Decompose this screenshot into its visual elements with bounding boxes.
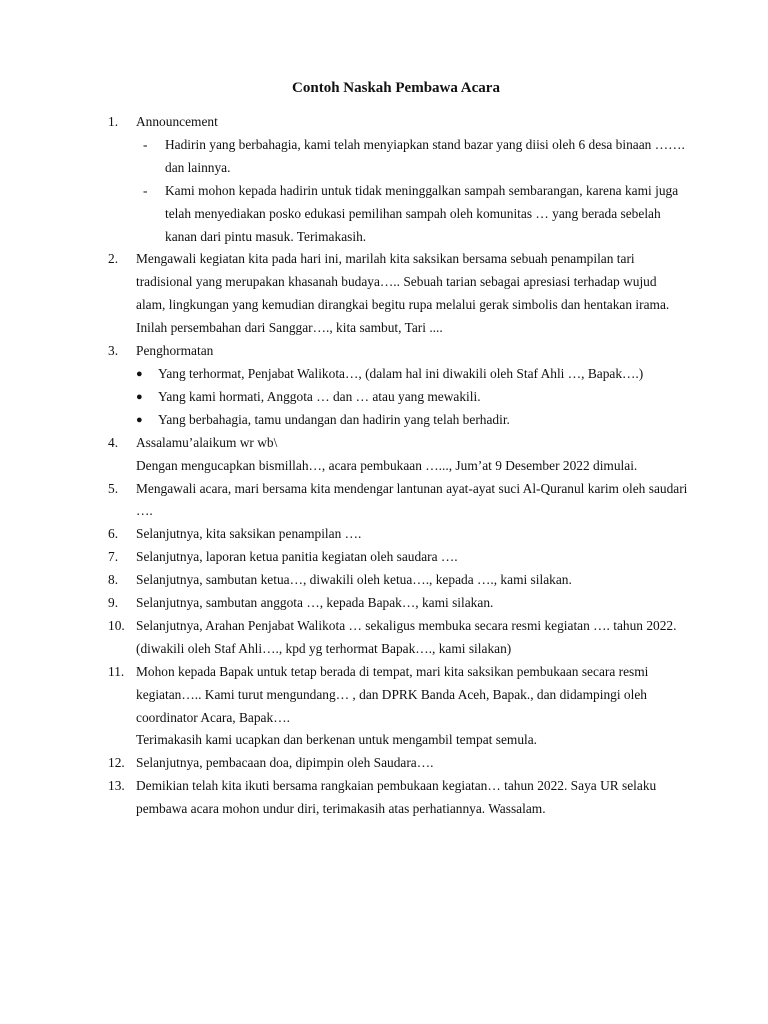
list-item-text: Selanjutnya, laporan ketua panitia kegiatan oleh saudara ….: [136, 549, 458, 565]
dash-marker: -: [143, 182, 148, 198]
bullet-sublist: [136, 363, 688, 432]
dash-subitem-text: Kami mohon kepada hadirin untuk tidak meninggalkan sampah sembarangan, karena kami juga telah menyediakan posko edukasi pemilihan sampah oleh komunitas … yang berada sebelah kanan dari pintu masuk. Terimakasih.: [165, 182, 679, 244]
bullet-subitem-text: Yang berbahagia, tamu undangan dan hadirin yang telah berhadir.: [158, 411, 510, 427]
bullet-subitem: [136, 386, 688, 409]
list-item-continuation: Dengan mengucapkan bismillah…, acara pembukaan …..., Jum’at 9 Desember 2022 dimulai.: [136, 457, 638, 473]
list-item-number: 6.: [108, 526, 119, 542]
bullet-icon: ●: [136, 390, 143, 403]
bullet-subitem: [136, 363, 688, 386]
list-item-text: Selanjutnya, pembacaan doa, dipimpin oleh Saudara….: [136, 755, 434, 771]
list-item: [108, 661, 688, 753]
list-item-number: 5.: [108, 480, 119, 496]
list-item-text: Assalamu’alaikum wr wb\: [136, 434, 278, 450]
list-item-number: 11.: [108, 663, 125, 679]
list-item-number: 3.: [108, 343, 119, 359]
list-item-number: 1.: [108, 114, 119, 129]
list-item-text: Mengawali kegiatan kita pada hari ini, marilah kita saksikan bersama sebuah penampilan tari tradisional yang merupakan khasanah budaya….. Sebuah tarian sebagai apresiasi terhadap wujud alam, lingkungan yang kemudian dirangkai begitu rupa melalui gerak simbolis dan hentakan irama. Inilah persembahan dari Sanggar…., kita sambut, Tari ....: [136, 251, 670, 336]
list-item-text: Selanjutnya, sambutan anggota …, kepada Bapak…, kami silakan.: [136, 595, 494, 611]
list-item-number: 7.: [108, 549, 119, 565]
list-item-text: Penghormatan: [136, 343, 214, 359]
list-item-text: Announcement: [136, 114, 218, 129]
list-item-number: 4.: [108, 434, 119, 450]
list-item: [108, 248, 688, 340]
list-item-number: 9.: [108, 595, 119, 611]
bullet-subitem-text: Yang kami hormati, Anggota … dan … atau yang mewakili.: [158, 388, 481, 404]
dash-marker: -: [143, 136, 148, 152]
list-item: [108, 111, 688, 248]
list-item: [108, 592, 688, 615]
list-item-continuation: Terimakasih kami ucapkan dan berkenan untuk mengambil tempat semula.: [136, 732, 538, 748]
list-item: [108, 340, 688, 432]
bullet-icon: ●: [136, 413, 143, 426]
numbered-list: [108, 111, 688, 821]
document-title: Contoh Naskah Pembawa Acara: [292, 80, 500, 96]
list-item-text: Selanjutnya, sambutan ketua…, diwakili oleh ketua…., kepada …., kami silakan.: [136, 572, 572, 588]
list-item: [108, 546, 688, 569]
list-item: [108, 615, 688, 661]
list-item-number: 12.: [108, 755, 125, 771]
list-item: [108, 432, 688, 478]
list-item-text: Selanjutnya, Arahan Penjabat Walikota … sekaligus membuka secara resmi kegiatan …. tahun 2022. (diwakili oleh Staf Ahli…., kpd yg terhormat Bapak…., kami silakan): [136, 617, 677, 656]
list-item: [108, 752, 688, 775]
list-item: [108, 569, 688, 592]
list-item-text: Demikian telah kita ikuti bersama rangkaian pembukaan kegiatan… tahun 2022. Saya UR selaku pembawa acara mohon undur diri, terimakasih atas perhatiannya. Wassalam.: [136, 778, 657, 817]
list-item-number: 10.: [108, 617, 125, 633]
list-item-number: 13.: [108, 778, 125, 794]
dash-subitem: [136, 134, 688, 180]
list-item-text: Mengawali acara, mari bersama kita mendengar lantunan ayat-ayat suci Al-Quranul karim oleh saudari ….: [136, 480, 688, 519]
dash-subitem: [136, 180, 688, 249]
bullet-subitem-text: Yang terhormat, Penjabat Walikota…, (dalam hal ini diwakili oleh Staf Ahli …, Bapak….): [158, 365, 644, 381]
dash-sublist: [136, 134, 688, 249]
dash-subitem-text: Hadirin yang berbahagia, kami telah menyiapkan stand bazar yang diisi oleh 6 desa binaan ……. dan lainnya.: [165, 136, 685, 175]
bullet-icon: ●: [136, 367, 143, 380]
list-item-number: 8.: [108, 572, 119, 588]
list-item: [108, 775, 688, 821]
list-item: [108, 523, 688, 546]
list-item-number: 2.: [108, 251, 119, 267]
list-item: [108, 478, 688, 524]
bullet-subitem: [136, 409, 688, 432]
list-item-text: Mohon kepada Bapak untuk tetap berada di tempat, mari kita saksikan pembukaan secara resmi kegiatan….. Kami turut mengundang… , dan DPRK Banda Aceh, Bapak., dan didampingi oleh coordinator Acara, Bapak….: [136, 663, 649, 725]
list-item-text: Selanjutnya, kita saksikan penampilan ….: [136, 526, 362, 542]
